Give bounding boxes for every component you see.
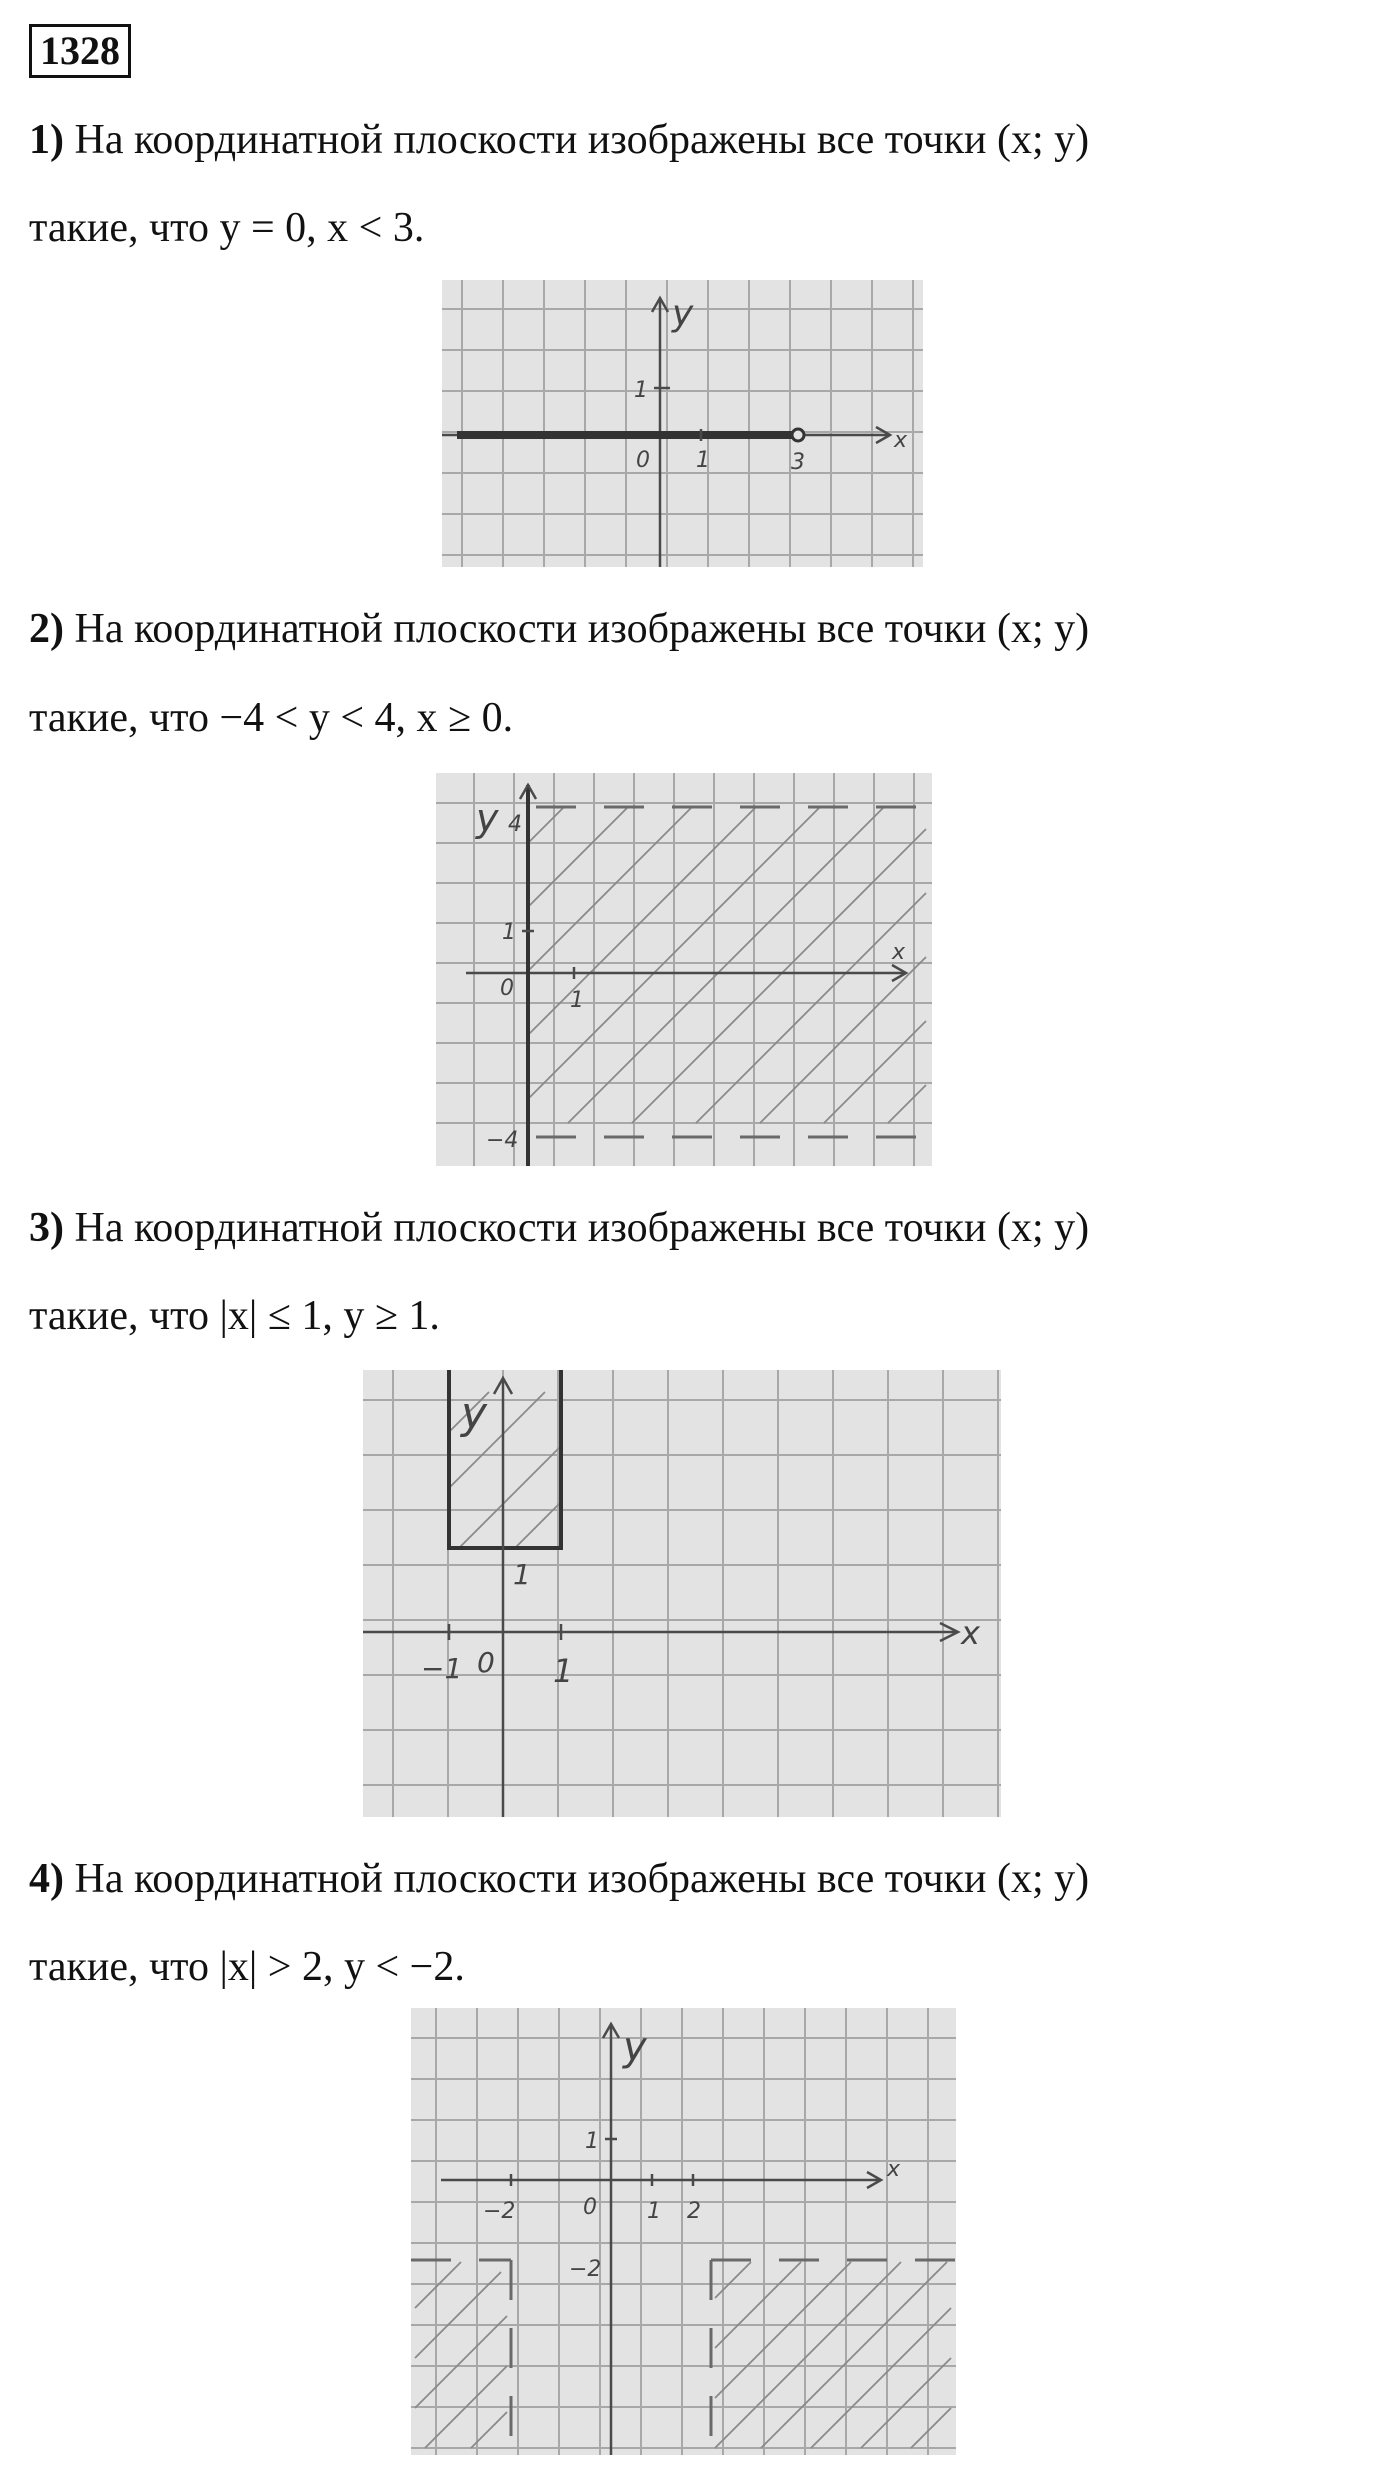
item-2-line-1	[29, 603, 1379, 655]
graph-2-svg	[436, 773, 932, 1166]
graph-1-three: 3	[791, 450, 805, 475]
graph-4-one-y: 1	[585, 2129, 599, 2154]
graph-1-y-label: y	[672, 293, 694, 334]
graph-3-y-label: y	[461, 1388, 488, 1439]
graph-1-open-point	[792, 429, 804, 441]
graph-3-one-y: 1	[513, 1558, 531, 1591]
graph-4-hatching-right	[715, 2262, 951, 2448]
graph-4-minus-two-x: −2	[483, 2199, 516, 2224]
graph-3-zero: 0	[477, 1646, 495, 1679]
problem-number: 1328	[29, 24, 131, 78]
item-4-number: 4)	[29, 1856, 64, 1902]
graph-4	[411, 2008, 956, 2455]
item-1-condition: такие, что y = 0, x < 3.	[29, 205, 425, 251]
item-2-condition: такие, что −4 < y < 4, x ≥ 0.	[29, 695, 514, 741]
item-2-number: 2)	[29, 606, 64, 652]
graph-4-svg	[411, 2008, 956, 2455]
graph-2-one-y: 1	[502, 920, 516, 945]
graph-3-x-label: x	[961, 1614, 980, 1652]
item-3-number: 3)	[29, 1205, 64, 1251]
graph-3-one-x: 1	[553, 1652, 574, 1690]
graph-2-hatching	[528, 807, 926, 1123]
graph-4-one-x: 1	[647, 2199, 661, 2224]
graph-1-svg	[442, 280, 923, 567]
graph-1-x-label: x	[894, 428, 908, 453]
item-3-condition: такие, что |x| ≤ 1, y ≥ 1.	[29, 1293, 440, 1339]
graph-1-one-y: 1	[634, 378, 648, 403]
graph-3	[363, 1370, 1001, 1817]
graph-4-hatching-left	[415, 2262, 507, 2448]
graph-4-grid	[411, 2008, 956, 2455]
item-4-line-1	[29, 1853, 1379, 1905]
graph-4-y-label: y	[623, 2024, 647, 2070]
graph-1	[442, 280, 923, 567]
graph-4-two-x: 2	[687, 2199, 701, 2224]
graph-2-x-label: x	[892, 940, 906, 965]
item-3-text: На координатной плоскости изображены все точки (x; y)	[74, 1205, 1090, 1251]
graph-2-zero: 0	[500, 976, 514, 1001]
graph-4-x-label: x	[887, 2157, 901, 2182]
graph-3-svg	[363, 1370, 1001, 1817]
graph-2-minus-four: −4	[486, 1128, 519, 1153]
item-2-text: На координатной плоскости изображены все точки (x; y)	[74, 606, 1090, 652]
item-1-line-1	[29, 114, 1379, 166]
graph-2-four: 4	[508, 812, 522, 837]
graph-3-minus-one: −1	[421, 1652, 463, 1685]
item-1-number: 1)	[29, 117, 64, 163]
graph-2	[436, 773, 932, 1166]
graph-4-minus-two-y: −2	[569, 2257, 602, 2282]
graph-1-zero: 0	[636, 448, 650, 473]
item-4-text: На координатной плоскости изображены все точки (x; y)	[74, 1856, 1090, 1902]
graph-1-one-x: 1	[696, 448, 710, 473]
graph-4-zero: 0	[583, 2195, 597, 2220]
graph-2-y-label: y	[476, 796, 499, 840]
item-1-text: На координатной плоскости изображены все точки (x; y)	[74, 117, 1090, 163]
item-4-condition: такие, что |x| > 2, y < −2.	[29, 1944, 465, 1990]
graph-3-grid	[363, 1370, 1001, 1817]
graph-2-one-x: 1	[570, 988, 584, 1013]
item-3-line-1	[29, 1202, 1379, 1254]
